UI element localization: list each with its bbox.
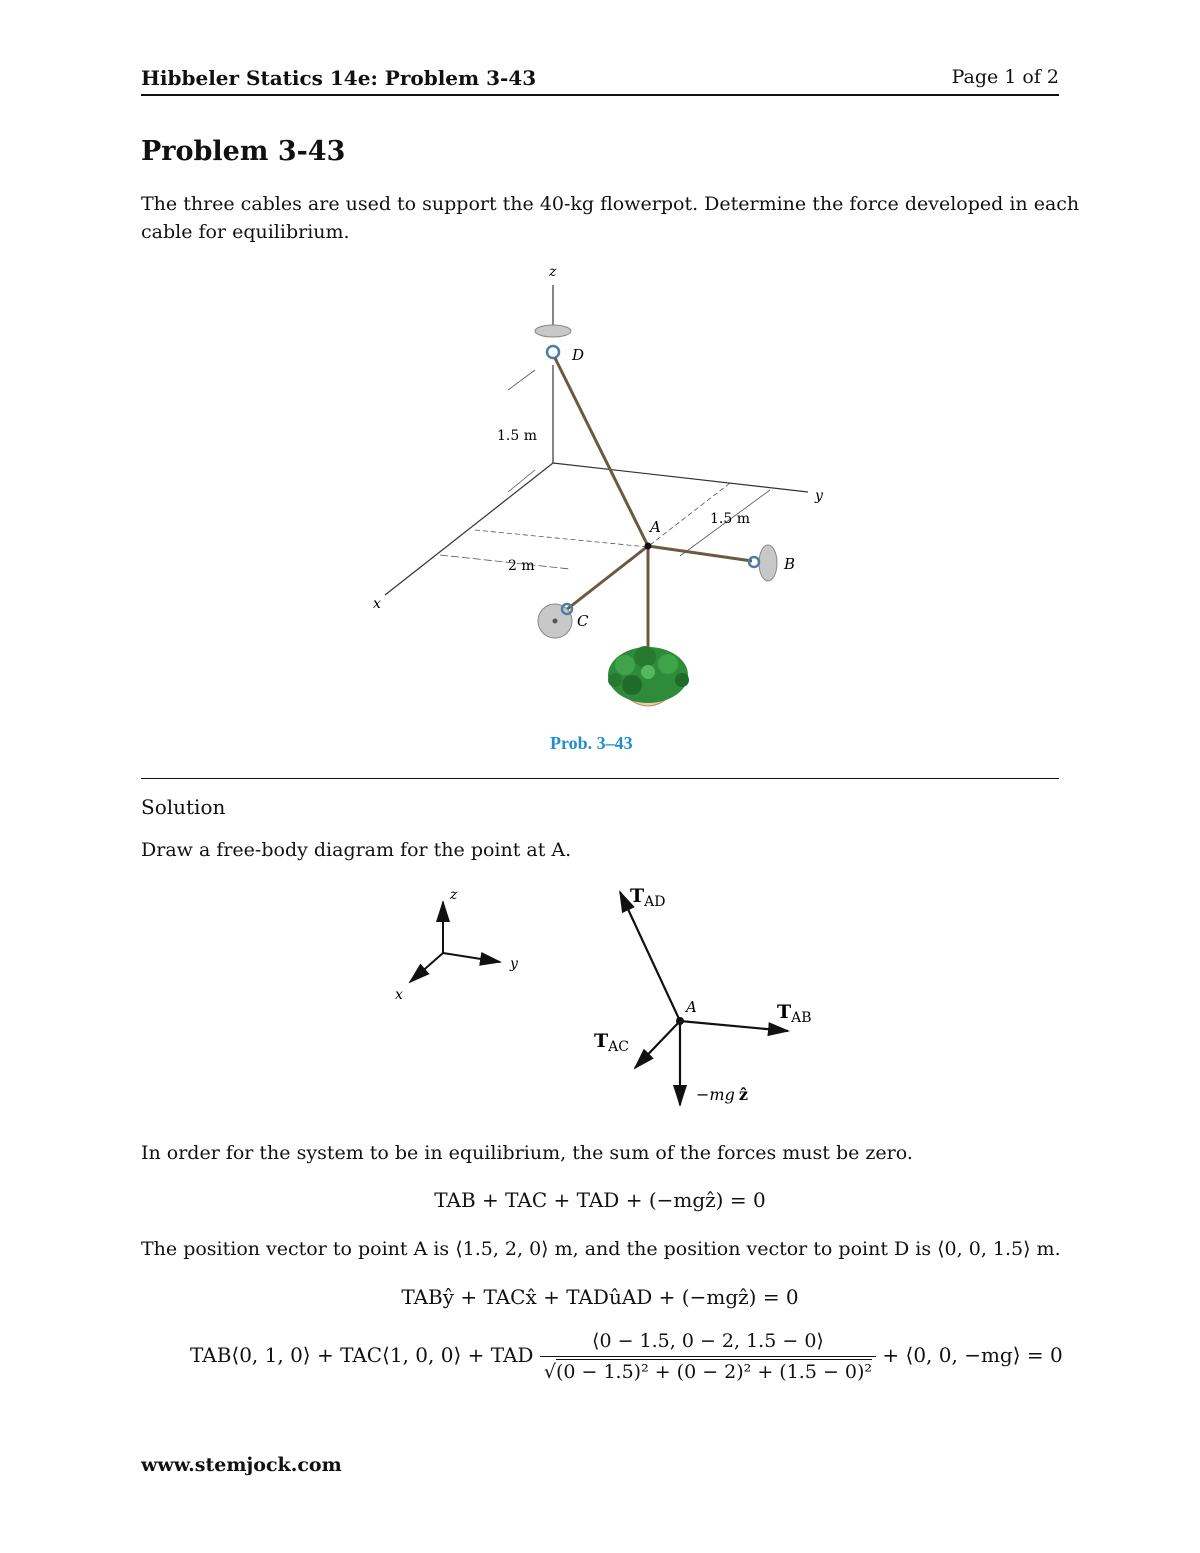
fig-b-label: B	[784, 555, 796, 573]
problem-statement-line2: cable for equilibrium.	[141, 221, 350, 243]
label-tab: $T_{AB}$	[777, 1001, 812, 1026]
y-axis	[553, 463, 808, 492]
label-tad: $T_{AD}$	[630, 885, 666, 910]
triad-x-label: x	[395, 987, 403, 1003]
header-page-number: Page 1 of 2	[951, 66, 1059, 88]
equation-1: TAB + TAC + TAD + (−mgẑ) = 0	[434, 1188, 766, 1212]
eq3-denominator: √(0 − 1.5)² + (0 − 2)² + (1.5 − 0)²	[543, 1361, 873, 1383]
figure-caption: Prob. 3–43	[550, 733, 633, 753]
fbd-point-a	[676, 1017, 684, 1025]
header-title: Hibbeler Statics 14e: Problem 3-43	[141, 66, 537, 90]
force-tad-arrow	[620, 892, 680, 1021]
force-tac-arrow	[635, 1021, 680, 1068]
fig-x-label: x	[373, 596, 381, 612]
dim-vertical-tick-top	[508, 370, 535, 390]
problem-heading: Problem 3-43	[141, 136, 346, 167]
fbd-a-label: A	[686, 998, 697, 1016]
fig-a-label: A	[650, 518, 661, 536]
equilibrium-text: In order for the system to be in equilibrium, the sum of the forces must be zero.	[141, 1142, 913, 1164]
ring-d	[547, 346, 559, 358]
footer-url[interactable]: www.stemjock.com	[141, 1454, 342, 1476]
problem-statement-line1: The three cables are used to support the 40-kg flowerpot. Determine the force developed in each	[141, 193, 1080, 215]
x-axis	[385, 463, 553, 595]
problem-figure	[340, 255, 860, 725]
equation-2: TABŷ + TACx̂ + TADûAD + (−mgẑ) = 0	[401, 1285, 799, 1309]
foliage	[608, 646, 689, 703]
force-tab-arrow	[680, 1021, 788, 1031]
label-weight: −mg ẑ	[696, 1085, 748, 1104]
dim-x-extension	[475, 530, 648, 547]
free-body-diagram	[380, 880, 840, 1110]
equation-3	[190, 1330, 1063, 1383]
eq3-numerator: ⟨0 − 1.5, 0 − 2, 1.5 − 0⟩	[540, 1330, 876, 1357]
point-a-dot	[645, 543, 652, 550]
fig-z-label: z	[549, 264, 557, 280]
fig-d-label: D	[572, 346, 585, 364]
cable-ac	[566, 546, 648, 610]
triad-z-label: z	[450, 887, 458, 903]
fig-dim-x: 2 m	[508, 558, 535, 574]
fig-dim-vertical: 1.5 m	[497, 428, 537, 444]
wall-plate-b	[759, 545, 777, 581]
header-rule	[141, 94, 1059, 96]
solution-heading: Solution	[141, 795, 226, 819]
fbd-intro: Draw a free-body diagram for the point at A.	[141, 839, 572, 861]
fig-y-label: y	[815, 488, 823, 504]
fig-dim-y: 1.5 m	[710, 511, 750, 527]
fig-c-label: C	[577, 612, 589, 630]
eq3-right: + ⟨0, 0, −mg⟩ = 0	[882, 1343, 1063, 1367]
triad-y-label: y	[510, 956, 518, 972]
dim-x-line	[440, 555, 570, 569]
cable-ab	[648, 546, 752, 561]
label-tac: $T_{AC}$	[594, 1030, 629, 1055]
eq3-fraction	[540, 1330, 876, 1383]
triad-y-arrow	[443, 953, 500, 962]
position-text: The position vector to point A is ⟨1.5, 2, 0⟩ m, and the position vector to point D is ⟨0, 0, 1.5⟩ m.	[141, 1238, 1061, 1260]
eq3-left: TAB⟨0, 1, 0⟩ + TAC⟨1, 0, 0⟩ + TAD	[190, 1343, 534, 1367]
ceiling-plate	[535, 325, 571, 337]
cable-ad	[555, 358, 648, 546]
plate-c-bolt	[553, 619, 558, 624]
triad-x-arrow	[410, 953, 443, 982]
section-rule	[141, 778, 1059, 779]
